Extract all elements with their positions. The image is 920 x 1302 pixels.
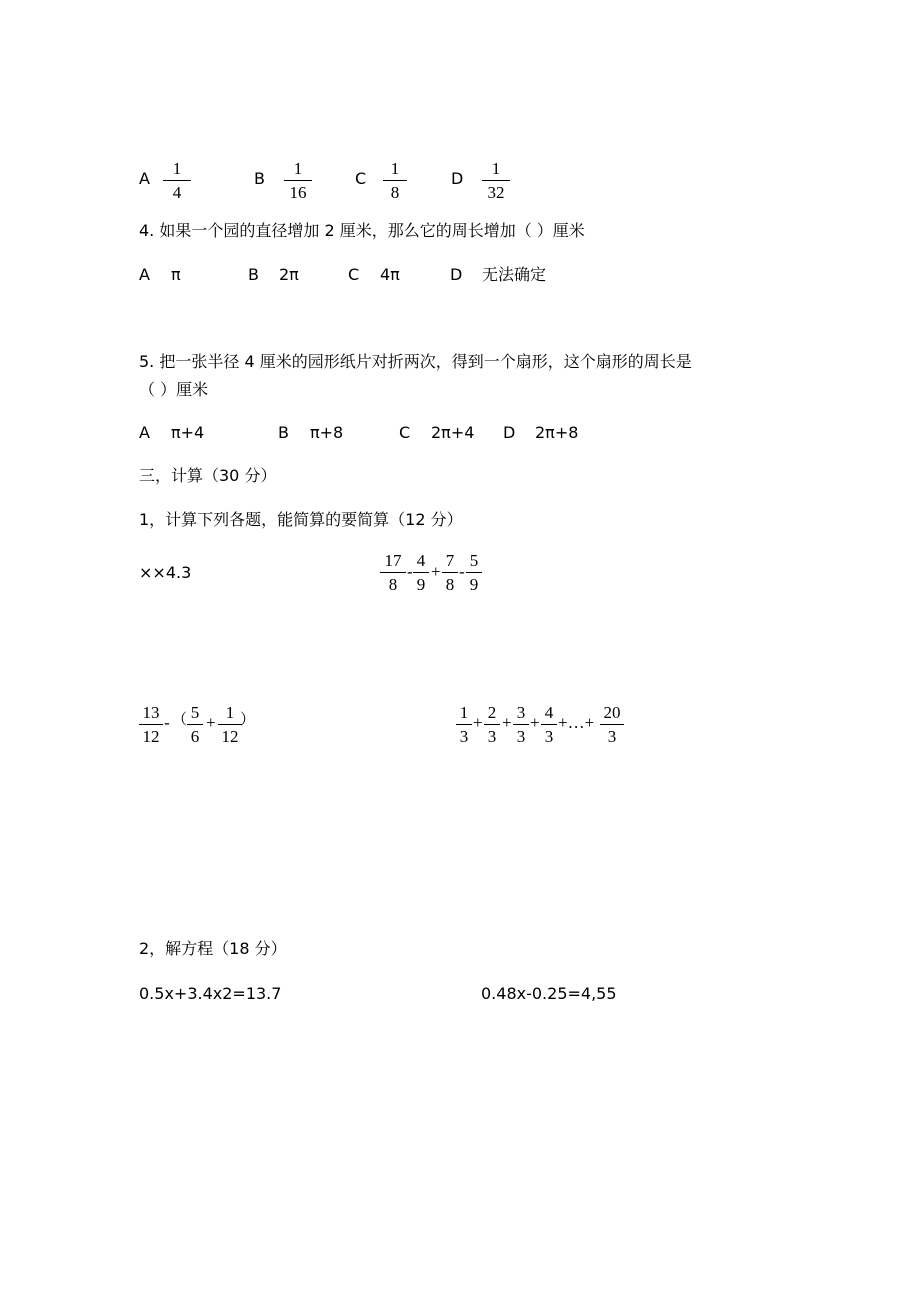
numerator: 1 (293, 159, 303, 178)
q3-option-b-fraction (284, 159, 312, 202)
q3-option-b-letter: B (254, 169, 265, 188)
operator: +…+ (558, 713, 595, 732)
denominator: 9 (416, 575, 426, 594)
denominator: 3 (487, 727, 497, 746)
q5-option-d-text: 2π+8 (535, 423, 579, 442)
fraction (218, 703, 242, 746)
q5-option-c-text: 2π+4 (431, 423, 475, 442)
fraction (466, 551, 482, 594)
denominator: 3 (516, 727, 526, 746)
operator: - (164, 713, 170, 732)
q4-option-c-text: 4π (380, 265, 400, 284)
q4-option-d-text: 无法确定 (482, 265, 547, 284)
operator: + (502, 713, 512, 732)
denominator: 9 (469, 575, 479, 594)
equation-1: 0.5x+3.4x2=13.7 (139, 984, 282, 1003)
section3-part1-title: 1，计算下列各题，能简算的要简算（12 分） (139, 510, 463, 529)
operator: - (459, 562, 465, 581)
numerator: 1 (225, 703, 235, 722)
operator: + (431, 562, 441, 581)
operator: - (407, 562, 413, 581)
numerator: 5 (469, 551, 479, 570)
equation-2: 0.48x-0.25=4,55 (481, 984, 617, 1003)
q4-option-b-text: 2π (279, 265, 299, 284)
q5-option-b-text: π+8 (310, 423, 344, 442)
q3-option-c-fraction (383, 159, 407, 202)
operator: + (473, 713, 483, 732)
denominator: 12 (142, 727, 160, 746)
numerator: 1 (491, 159, 501, 178)
fraction (187, 703, 203, 746)
q5-option-d-letter: D (503, 423, 516, 442)
fraction (413, 551, 429, 594)
fraction (513, 703, 529, 746)
q3-option-a-fraction (163, 159, 191, 202)
denominator: 16 (289, 183, 307, 202)
numerator: 2 (487, 703, 497, 722)
fraction (600, 703, 624, 746)
q5-option-a-text: π+4 (171, 423, 205, 442)
numerator: 20 (603, 703, 621, 722)
denominator: 3 (607, 727, 617, 746)
q3-option-d-fraction (482, 159, 510, 202)
section3-part2-title: 2，解方程（18 分） (139, 939, 287, 958)
denominator: 3 (544, 727, 554, 746)
q5-option-b-letter: B (278, 423, 289, 442)
q4-question: 4. 如果一个园的直径增加 2 厘米，那么它的周长增加（ ）厘米 (139, 221, 585, 240)
operator: + (530, 713, 540, 732)
q5-option-c-letter: C (399, 423, 411, 442)
numerator: 7 (445, 551, 455, 570)
right-paren: ） (240, 712, 256, 728)
numerator: 1 (172, 159, 182, 178)
q4-option-a-text: π (171, 265, 181, 284)
denominator: 3 (459, 727, 469, 746)
q4-option-b-letter: B (248, 265, 259, 284)
fraction (139, 703, 163, 746)
numerator: 5 (190, 703, 200, 722)
fraction (484, 703, 500, 746)
q3-option-a-letter: A (139, 169, 150, 188)
numerator: 4 (544, 703, 554, 722)
denominator: 12 (221, 727, 239, 746)
denominator: 6 (190, 727, 200, 746)
denominator: 32 (487, 183, 505, 202)
denominator: 4 (172, 183, 182, 202)
q4-option-d-letter: D (450, 265, 463, 284)
q3-option-c-letter: C (355, 169, 367, 188)
denominator: 8 (390, 183, 400, 202)
operator: + (206, 713, 216, 732)
numerator: 1 (459, 703, 469, 722)
numerator: 4 (416, 551, 426, 570)
fraction (541, 703, 557, 746)
numerator: 13 (142, 703, 160, 722)
numerator: 3 (516, 703, 526, 722)
left-paren: （ (172, 712, 188, 728)
q5-question-line1: 5. 把一张半径 4 厘米的园形纸片对折两次，得到一个扇形，这个扇形的周长是 (139, 352, 692, 371)
q5-option-a-letter: A (139, 423, 150, 442)
q5-question-line2: （ ）厘米 (139, 380, 209, 399)
denominator: 8 (388, 575, 398, 594)
fraction (380, 551, 406, 594)
fraction (442, 551, 458, 594)
q4-option-a-letter: A (139, 265, 150, 284)
fraction (456, 703, 472, 746)
denominator: 8 (445, 575, 455, 594)
q3-option-d-letter: D (451, 169, 464, 188)
q4-option-c-letter: C (348, 265, 360, 284)
numerator: 17 (384, 551, 402, 570)
section3-title: 三，计算（30 分） (139, 466, 277, 485)
expr1: ××4.3 (139, 563, 192, 582)
numerator: 1 (390, 159, 400, 178)
